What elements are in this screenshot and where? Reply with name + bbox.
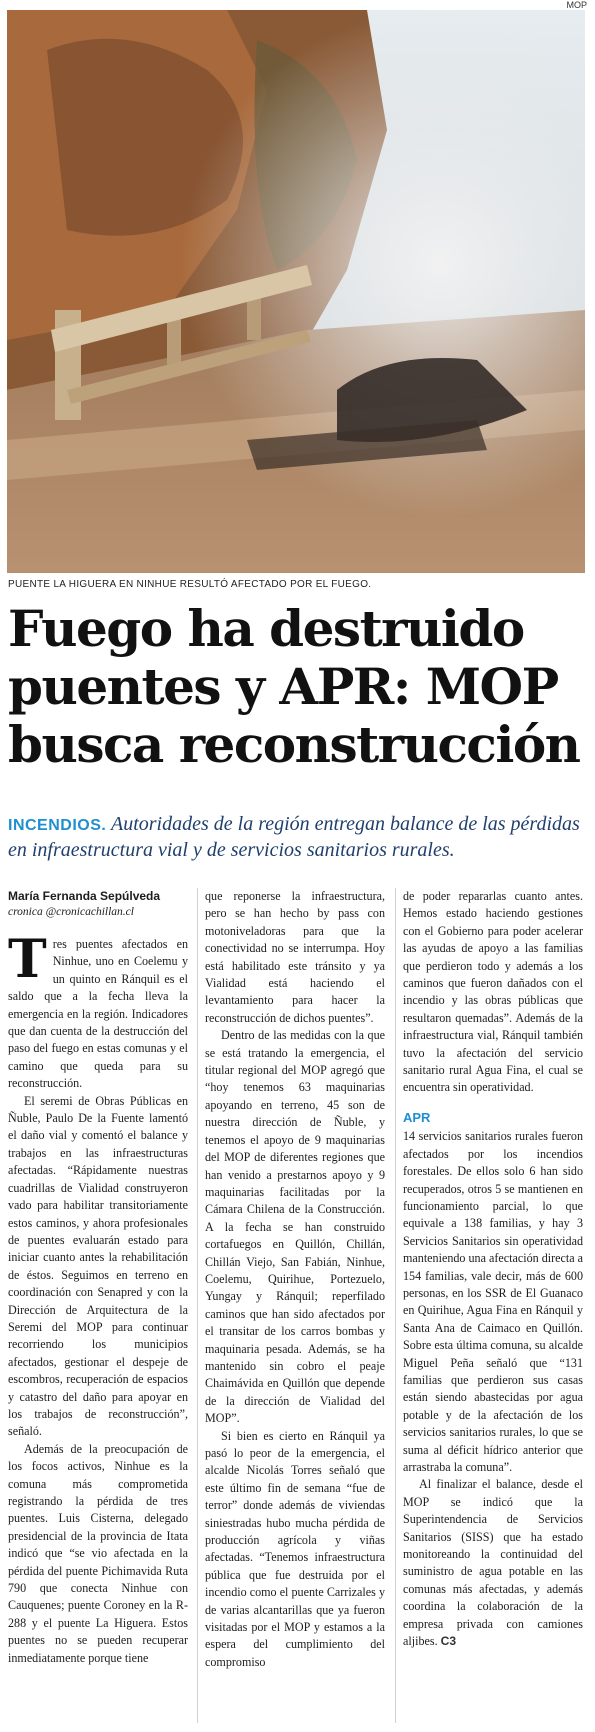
paragraph: 14 servicios sanitarios rurales fueron afectados por los incendios forestales. De ellos solo 6 han sido recuperados, otros 5 se mantienen en funcionamiento parcial, lo que equivale a 138 familias, y hay 3 Servicios Sanitarios sin operatividad manteniendo una afectación directa a 154 familias, vale decir, más de 600 personas, en los SSR de El Guanaco en Quirihue, Agua Fina en Ránquil y Santa Ana de Caimaco en Quillón. Sobre esta última comuna, su alcalde Miguel Peña señaló que “131 familias que perdieron sus casas están siendo abastecidas por agua potable y de la afectación de los servicios sanitarios rurales, lo que se suma al déficit hídrico anterior que arrastraba la comuna”. <box>403 1129 583 1474</box>
deck <box>8 812 588 863</box>
paragraph: de poder repararlas cuanto antes. Hemos estado haciendo gestiones con el Gobierno para poder acelerar las ayudas de apoyo a las familias que perdieron todo y además a los caminos que fueron dañados con el incendio y las obras públicas que resultaron quemadas”. Además de la infraestructura vial, Ránquil también tuvo la afectación del servicio sanitario rural Agua Fina, el cual se encuentra sin operatividad. <box>403 889 583 1095</box>
byline-email[interactable]: cronica @cronicachillan.cl <box>8 906 134 918</box>
headline: Fuego ha destruido puentes y APR: MOP busca reconstrucción <box>8 599 580 774</box>
paragraph: Si bien es cierto en Ránquil ya pasó lo peor de la emergencia, el alcalde Nicolás Torres señaló que este último fin de semana “fue de terror” donde además de viviendas siniestradas hubo mucha pérdida de producción agrícola y viñas afectadas. “Tenemos infraestructura pública que fue destruida por el incendio como el puente Carrizales y de varias alcantarillas que ya fueron visitadas por el MOP y estamos a la espera del cumplimiento del compromiso <box>205 1428 385 1669</box>
article-column-2 <box>205 888 385 1671</box>
column-divider <box>395 888 396 1723</box>
paragraph: Dentro de las medidas con la que se está tratando la emergencia, el titular regional del MOP agregó que “hoy tenemos 63 maquinarias apoyando en terreno, 45 son de nuestra dirección de Ñuble, y tenemos el apoyo de 9 maquinarias del MOP de diferentes regiones que han venido a prestarnos apoyo y 9 maquinarias facilitadas por la Cámara Chilena de la Construcción. A la fecha se han construido cortafuegos en Quillón, Chillán, Chillán Viejo, San Fabián, Ninhue, Coelemu, Quirihue, Portezuelo, Yungay y Ránquil; reperfilado caminos que han sido afectados por el transitar de los carros bombas y maquinaria pesada. Además, se ha mantenido sin cobro el peaje Chaimávida en Quillón que depende de la dirección de Vialidad del MOP”. <box>205 1028 385 1426</box>
paragraph: El seremi de Obras Públicas en Ñuble, Paulo De la Fuente lamentó el daño vial y comentó el balance y trabajos en las infraestructuras afectadas. “Rápidamente nuestras cuadrillas de Vialidad construyeron vado para habilitar transitoriamente estos caminos, y ahora profesionales de puentes evaluarán estado para iniciar cuanto antes la rehabilitación de éstos. Seguimos en terreno en coordinación con Senapred y con la Dirección de Arquitectura de la Seremi del MOP para continuar recorriendo los municipios afectados, gestionar el despeje de escombros, recuperación de espacios y catastro del daño para apoyar en los trabajos de reconstrucción”, señaló. <box>8 1093 188 1439</box>
dropcap: T <box>8 929 47 990</box>
paragraph: que reponerse la infraestructura, pero se han hecho by pass con motoniveladoras para que la conectividad no se interrumpa. Hoy está habilitado este tránsito y ya Vialidad está haciendo el levantamiento para hacer la reconstrucción de dichos puentes”. <box>205 889 385 1025</box>
subhead-apr: APR <box>403 1109 431 1125</box>
article-column-3 <box>403 888 583 1650</box>
deck-kicker: INCENDIOS. <box>8 817 107 834</box>
bridge-fire-photo <box>7 10 585 573</box>
column-divider <box>197 888 198 1723</box>
lead-paragraph <box>8 929 188 1093</box>
paragraph <box>403 1476 583 1650</box>
lead-text: res puentes afectados en Ninhue, uno en Coelemu y un quinto en Ránquil es el saldo que a la fecha lleva la emergencia en la región. Indicadores que dan cuenta de la destrucción del paso del fuego en estas comunas y el camino que queda para su reconstrucción. <box>8 937 188 1091</box>
photo-caption: PUENTE LA HIGUERA EN NINHUE RESULTÓ AFECTADO POR EL FUEGO. <box>8 579 372 590</box>
paragraph: Además de la preocupación de los focos activos, Ninhue es la comuna más comprometida registrando la pérdida de tres puentes. Luis Cisterna, delegado presidencial de la provincia de Itata indicó que “se vio afectada en la pérdida del puente Pichimavida Ruta 790 que conecta Ninhue con Cauquenes; puente Coroney en la R-288 y el puente La Higuera. Estos puentes no se pueden recuperar inmediatamente porque tiene <box>8 1441 188 1665</box>
section-tag: MOP <box>566 0 587 10</box>
closing-text: Al finalizar el balance, desde el MOP se indicó que la Superintendencia de Servicios Sanitarios (SISS) que ha estado monitoreando la continuidad del suministro de agua potable en las comunas más afectadas, y además coordina la colaboración de la empresa privada con camiones aljibes. <box>403 1477 583 1649</box>
byline-author: María Fernanda Sepúlveda <box>8 889 161 903</box>
end-mark: C3 <box>440 1634 457 1649</box>
article-column-1 <box>8 888 188 1667</box>
deck-text: Autoridades de la región entregan balance de las pérdidas en infraestructura vial y de servicios sanitarios rurales. <box>8 813 580 861</box>
